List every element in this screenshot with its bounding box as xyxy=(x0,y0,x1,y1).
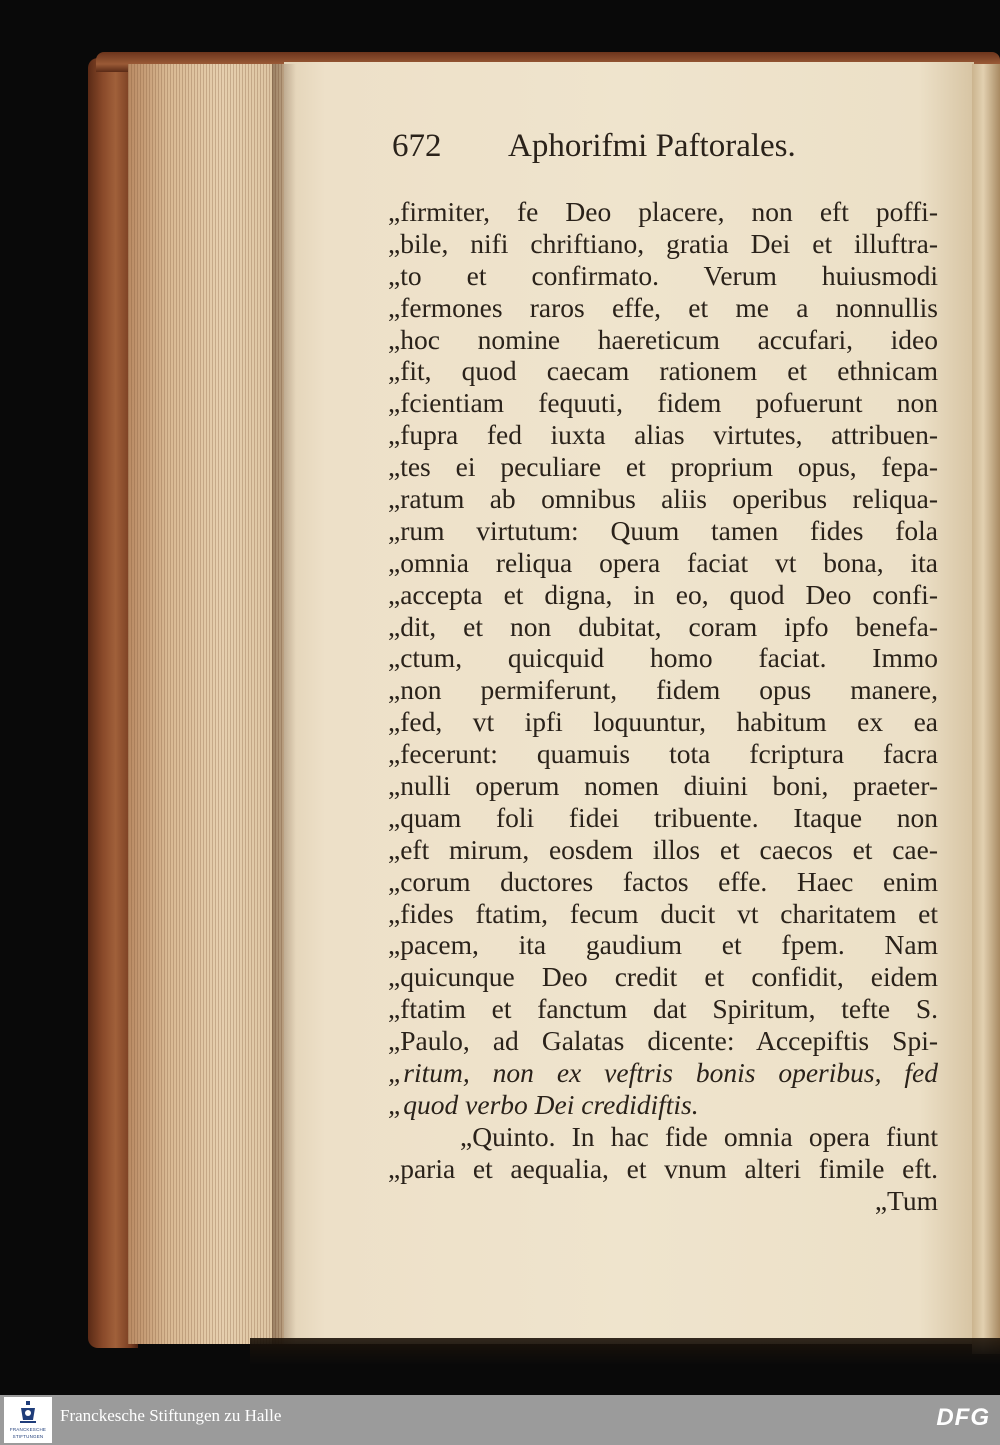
text-line: „bile, nifi chriftiano, gratia Dei et illuftra- xyxy=(388,227,938,259)
text-line-italic: „quod verbo Dei credidiftis. xyxy=(388,1088,699,1120)
text-line: „quam foli fidei tribuente. Itaque non xyxy=(388,801,938,833)
text-line: „fcientiam fequuti, fidem pofuerunt non xyxy=(388,387,938,419)
institution-logo[interactable] xyxy=(4,1397,52,1443)
text-line: „fed, vt ipfi loquuntur, habitum ex ea xyxy=(388,706,938,738)
text-line: „nulli operum nomen diuini boni, praeter- xyxy=(388,770,938,802)
text-line: „rum virtutum: Quum tamen fides fola xyxy=(388,514,938,546)
gutter-shadow xyxy=(272,64,296,1344)
logo-text-line1: FRANCKESCHE xyxy=(9,1427,47,1432)
facing-page-edge xyxy=(972,64,1000,1354)
text-line: „non permiferunt, fidem opus manere, xyxy=(388,674,938,706)
text-line: „hoc nomine haereticum accufari, ideo xyxy=(388,323,938,355)
text-line: „paria et aequalia, et vnum alteri fimile eft. xyxy=(388,1152,938,1184)
page-number: 672 xyxy=(392,128,442,164)
text-line: „fupra fed iuxta alias virtutes, attribuen- xyxy=(388,419,938,451)
text-line: „Quinto. In hac fide omnia opera fiunt xyxy=(460,1120,938,1152)
text-line-italic: „ritum, non ex veftris bonis operibus, fed xyxy=(388,1057,938,1089)
text-line: „dit, et non dubitat, coram ipfo benefa- xyxy=(388,610,938,642)
text-line: „ctum, quicquid homo faciat. Immo xyxy=(388,642,938,674)
text-line: „ratum ab omnibus aliis operibus reliqua- xyxy=(388,483,938,515)
logo-text-line2: STIFTUNGEN xyxy=(12,1434,44,1439)
dfg-logo[interactable]: DFG xyxy=(936,1404,990,1431)
text-line: „fecerunt: quamuis tota fcriptura facra xyxy=(388,738,938,770)
text-line: „corum ductores factos effe. Haec enim xyxy=(388,865,938,897)
text-line: „fides ftatim, fecum ducit vt charitatem et xyxy=(388,897,938,929)
text-line: „Paulo, ad Galatas dicente: Accepiftis Spi- xyxy=(388,1025,938,1057)
text-line: „fermones raros effe, et me a nonnullis xyxy=(388,291,938,323)
text-line: „to et confirmato. Verum huiusmodi xyxy=(388,259,938,291)
text-line: „fit, quod caecam rationem et ethnicam xyxy=(388,355,938,387)
running-title: Aphorifmi Paftorales. xyxy=(508,128,796,164)
body-text xyxy=(388,196,938,1217)
page-header xyxy=(392,128,952,172)
footer-bar xyxy=(0,1395,1000,1445)
text-line: „tes ei peculiare et proprium opus, fepa- xyxy=(388,451,938,483)
page-stack xyxy=(128,64,284,1344)
text-line: „pacem, ita gaudium et fpem. Nam xyxy=(388,929,938,961)
crest-icon xyxy=(17,1400,39,1424)
text-line: „firmiter, fe Deo placere, non eft poffi- xyxy=(388,196,938,227)
text-line: „ftatim et fanctum dat Spiritum, tefte S. xyxy=(388,993,938,1025)
text-line: „eft mirum, eosdem illos et caecos et cae- xyxy=(388,833,938,865)
bottom-shadow xyxy=(250,1338,1000,1364)
text-line: „accepta et digna, in eo, quod Deo confi- xyxy=(388,578,938,610)
catchword: „Tum xyxy=(874,1184,938,1216)
institution-name[interactable]: Franckesche Stiftungen zu Halle xyxy=(60,1406,282,1425)
text-line: „omnia reliqua opera faciat vt bona, ita xyxy=(388,546,938,578)
text-line: „quicunque Deo credit et confidit, eidem xyxy=(388,961,938,993)
